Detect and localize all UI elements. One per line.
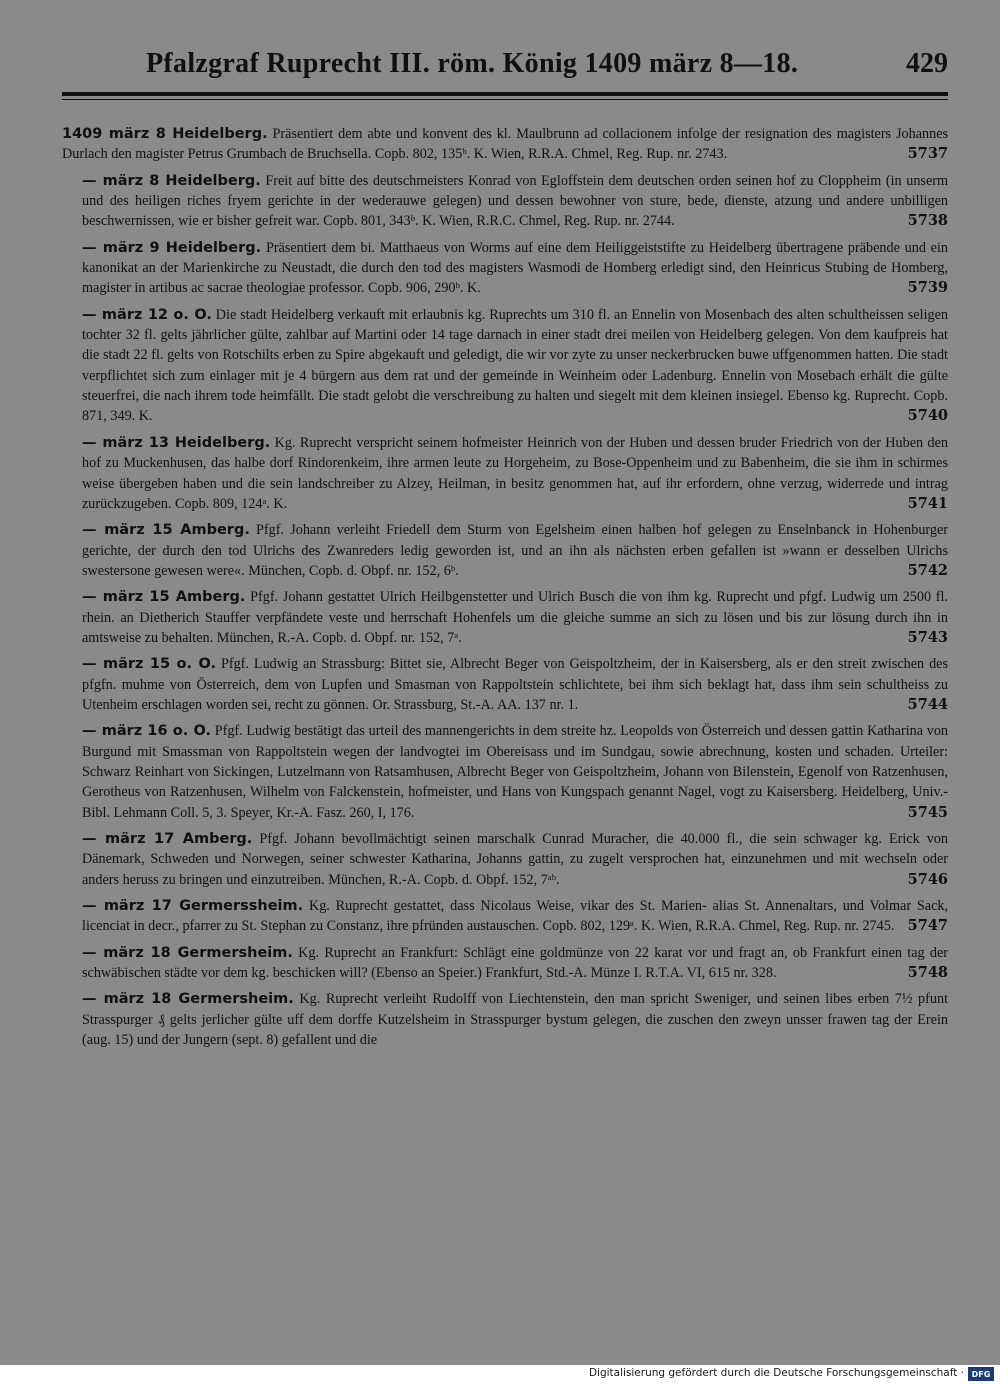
entry-date: — märz 8 Heidelberg. [82, 172, 261, 189]
dfg-logo: DFG [968, 1367, 994, 1381]
page-number: 429 [906, 48, 948, 79]
entry-date: — märz 17 Germerssheim. [82, 898, 304, 915]
entry-number: 5740 [907, 407, 948, 425]
entry-number: 5738 [907, 212, 948, 230]
entry-date: — märz 15 o. O. [82, 656, 216, 673]
entry-text: Präsentiert dem abte und konvent des kl. Maulbrunn ad collacionem infolge der resignation des magisters Johannes Durlach den magister Petrus Grumbach de Bruchsella. Copb. 802, 135ᵇ. K. Wien, R.R.A. Chmel, Reg. Rup. nr. 2743. [62, 126, 949, 163]
funding-credit: Digitalisierung gefördert durch die Deutsche Forschungsgemeinschaft · [588, 1367, 964, 1379]
entry-text: Pfgf. Ludwig bestätigt das urteil des mannengerichts in dem streite hz. Leopolds von Österreich und dessen gattin Katharina von Burgund mit Smassman von Rappoltstein wegen der landvogtei im Obereisass und im Sundgau, sowie abrechnung, kosten und schaden. Urteiler: Schwarz Reinhart von Sickingen, Lutzelmann von Ratsamhusen, Albrecht Beger von Geispoltzheim, Johann von Bilenstein, Egenolf von Ratzenhusen, Gerotheus von Ratzenhusen, Wilhelm von Falckenstein, hofmeister, und Hans von Kungspach genannt Nagel, vogt zu Kaisersberg. Heidelberg, Univ.-Bibl. Lehmann Coll. 5, 3. Speyer, Kr.-A. Fasz. 260, I, 176. [82, 723, 949, 821]
register-entry [62, 171, 948, 232]
entry-text: Pfgf. Ludwig an Strassburg: Bittet sie, Albrecht Beger von Geispoltzheim, der in Kaisersberg, als er den streit zwischen des pfgfn. muhme von Österreich, dem von Lupfen und Smasman von Rappoltstein schlichtete, bei ihm sich beklagt hat, dass ihm sein schultheiss zu Utenheim erschlagen worden sei, recht zu gönnen. Or. Strassburg, St.-A. AA. 137 nr. 1. [82, 656, 949, 713]
entry-text: Pfgf. Johann verleiht Friedell dem Sturm von Egelsheim einen halben hof gelegen zu Enselnbanck in Hohenburger gerichte, der durch den tod Ulrichs des Zwanreders ledig geworden ist, und an ihn als nächsten erben gefallen ist »wann er desselben Ulrichs swestersone gewesen were«. München, Copb. d. Obpf. nr. 152, 6ᵇ. [82, 522, 948, 579]
entry-date: — märz 18 Germersheim. [82, 944, 293, 961]
register-entry [62, 305, 948, 427]
entry-number: 5744 [907, 695, 948, 713]
entry-text: Pfgf. Johann bevollmächtigt seinen marschalk Cunrad Muracher, die 40.000 fl., die sein schwager kg. Erick von Dänemark, Schweden und Norwegen, seiner schwester Katharina, Johanns gattin, zu zugelt versprochen hat, einzunehmen und mit wechseln oder anders heruss zu bringen und einzutreiben. München, R.-A. Copb. d. Obpf. 152, 7ᵃᵇ. [82, 831, 949, 888]
register-entry [62, 124, 948, 165]
entry-text: Freit auf bitte des deutschmeisters Konrad von Egloffstein dem deutschen orden seinen hof zu Cloppheim (in unserm und des heiligen riches fryem gerichte in der wederauwe gelegen) und dessen bewohner von sture, bede, dienste, atzung und andere unbilligen beschwernissen, wie er bisher gefreit war. Copb. 801, 343ᵇ. K. Wien, R.R.C. Chmel, Reg. Rup. nr. 2744. [82, 172, 948, 230]
header-rule-thick [62, 92, 948, 96]
register-entry [62, 989, 948, 1050]
entry-text: Die stadt Heidelberg verkauft mit erlaubnis kg. Ruprechts um 310 fl. an Ennelin von Mosenbach des alten schultheissen seligen tochter 32 fl. gelts jährlicher gülte, zahlbar auf Martini oder 14 tage darnach in einer stadt drei meilen von Heidelberg gelegen. Von dem kaufpreis hat die stadt 22 fl. gelts von Rotschilts erben zu Spire abgekauft und geledigt, die wir vor zyte zu unser neckerbrucken buwe uffgenommen hatten. Die stadt verpflichtet sich zum einlager mit je 4 bürgern aus dem rat und der gemeinde in Weinheim oder Ladenburg. Ennelin von Mosebach erhält die gülte steuerfrei, die nach ihrem tode heimfällt. Die stadt gelobt die verschreibung zu halten und siegelt mit dem kleinen insiegel. Ebenso kg. Ruprecht. Copb. 871, 349. K. [82, 306, 948, 425]
register-entry [62, 943, 948, 984]
entry-text: Pfgf. Johann gestattet Ulrich Heilbgenstetter und Ulrich Busch die von ihm kg. Ruprecht und pfgf. Ludwig um 2500 fl. rhein. an Dietherich Stauffer verpfändete veste und herrschaft Hohenfels um die gleiche summe an sich zu lösen und bis zur lösung durch ihn in amtsweise zu behalten. München, R.-A. Copb. d. Obpf. nr. 152, 7ᵃ. [82, 589, 949, 646]
header-rule-thin [62, 99, 948, 100]
entry-date: — märz 13 Heidelberg. [82, 434, 271, 451]
entry-number: 5737 [907, 145, 948, 163]
entry-date: 1409 märz 8 Heidelberg. [62, 126, 268, 142]
entry-text: Kg. Ruprecht verleiht Rudolff von Liechtenstein, den man spricht Sweniger, und seinen libes erben 7½ pfunt Strasspurger ₰ gelts jerlicher gülte uff dem dorffe Kutzelsheim in Strasspurger bystum gelegen, die zuschen den zweyn unsser frawen tag der Erein (aug. 15) und der Jungern (sept. 8) gefallent und die [82, 991, 949, 1049]
running-header [62, 48, 948, 88]
entry-text: Kg. Ruprecht an Frankfurt: Schlägt eine goldmünze von 22 karat vor und fragt an, ob Frankfurt einen tag der schwäbischen städte vor dem kg. beschicken will? (Ebenso an Speier.) Frankfurt, Std.-A. Münze I. R.T.A. VI, 615 nr. 328. [82, 944, 948, 982]
register-entry [62, 433, 948, 514]
entry-date: — märz 12 o. O. [82, 306, 212, 323]
entry-date: — märz 9 Heidelberg. [82, 239, 262, 256]
entry-number: 5745 [907, 803, 948, 821]
entry-date: — märz 17 Amberg. [82, 831, 253, 847]
entry-number: 5743 [907, 628, 948, 646]
entry-text: Kg. Ruprecht verspricht seinem hofmeister Heinrich von der Huben und dessen bruder Friedrich von der Huben den hof zu Muckenhusen, das halbe dorf Rindorenkeim, ihre armen leute zu Horgeheim, zu Bose-Oppenheim und zu Babenheim, die sie ihm in schirmes weise übergeben haben und die sein landschreiber zu Alzey, Heilman, in besitz genommen hat, auf ihr erfordern, ohne verzug, widerrede und intrag zurückzugeben. Copb. 809, 124ᵃ. K. [82, 434, 948, 512]
entry-date: — märz 16 o. O. [82, 723, 211, 740]
entry-number: 5746 [907, 870, 948, 888]
entry-number: 5742 [907, 561, 948, 579]
entry-date: — märz 15 Amberg. [82, 589, 246, 606]
running-title: Pfalzgraf Ruprecht III. röm. König 1409 märz 8—18. [146, 48, 799, 79]
entry-number: 5747 [907, 917, 948, 935]
entry-number: 5748 [907, 964, 948, 982]
footer-bar [0, 1365, 1000, 1384]
entry-number: 5739 [907, 279, 948, 297]
register-entry [62, 896, 948, 937]
entry-text: Präsentiert dem bi. Matthaeus von Worms auf eine dem Heiliggeiststifte zu Heidelberg übertragene präbende und ein kanonikat an der Marienkirche zu Neustadt, die durch den tod des magisters Wasmodi de Homberg erledigt sind, den Heinricus Stubing de Homberg, magister in artibus ac sacrae theologiae professor. Copb. 906, 290ᵇ. K. [82, 239, 949, 297]
entry-text: Kg. Ruprecht gestattet, dass Nicolaus Weise, vikar des St. Marien- alias St. Annenaltars, und Volmar Sack, licenciat in decr., pfarrer zu St. Stephan zu Constanz, ihre pfründen austauschen. Copb. 802, 129ᵃ. K. Wien, R.R.A. Chmel, Reg. Rup. nr. 2745. [82, 898, 949, 935]
register-entry [62, 238, 948, 299]
entry-date: — märz 18 Germersheim. [82, 991, 294, 1008]
register-entry [62, 654, 948, 715]
entry-number: 5741 [907, 494, 948, 512]
register-entries [62, 124, 948, 1050]
register-entry [62, 829, 948, 890]
register-entry [62, 520, 948, 581]
register-entry [62, 587, 948, 648]
entry-date: — märz 15 Amberg. [82, 522, 250, 539]
register-entry [62, 721, 948, 823]
